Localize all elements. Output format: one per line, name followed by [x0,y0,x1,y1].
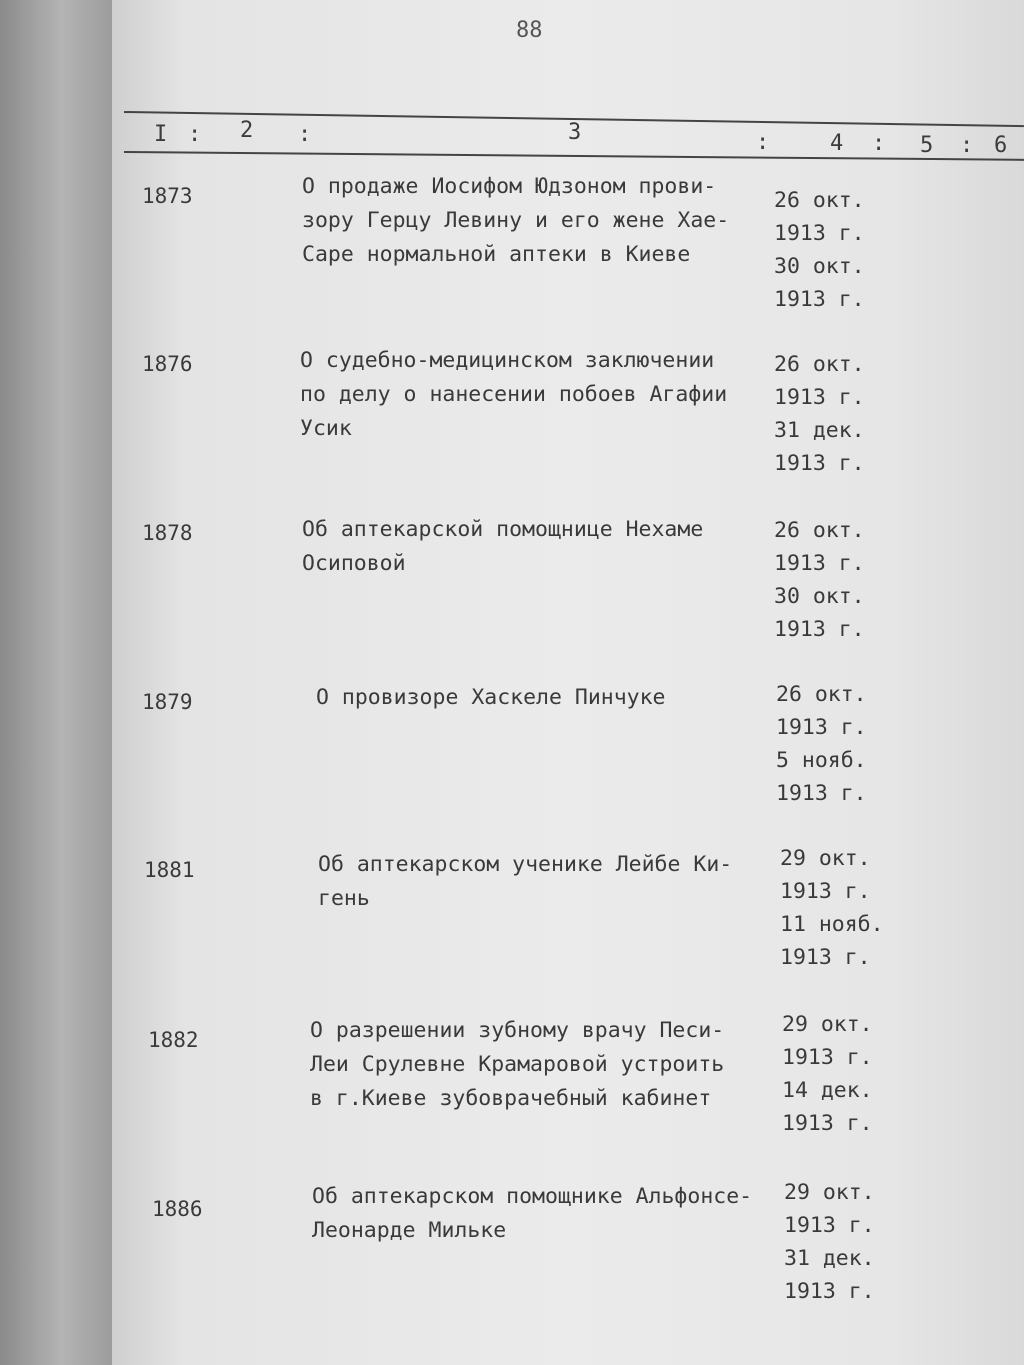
date-line: 1913 г. [782,1111,873,1136]
entry-dates [784,1176,875,1308]
header-col-2: 2 [240,118,254,143]
description-line: Усик [300,416,352,441]
description-line: О продаже Иосифом Юдзоном прови- [302,174,717,199]
entry-number: 1876 [142,352,193,376]
entry-number: 1881 [144,858,195,882]
header-col-4: 4 [830,131,844,156]
date-line: 1913 г. [784,1279,875,1304]
date-line: 14 дек. [782,1078,873,1103]
entry-dates [782,1008,873,1140]
entry-description [302,170,772,272]
date-line: 31 дек. [784,1246,875,1271]
header-sep-1: : [188,122,202,147]
book-gutter [0,0,112,1365]
description-line: О провизоре Хаскеле Пинчуке [316,685,666,710]
description-line: в г.Киеве зубоврачебный кабинет [310,1086,712,1111]
date-line: 30 окт. [774,254,865,279]
document-page [112,0,1024,1365]
date-line: 1913 г. [784,1213,875,1238]
entry-description [316,681,786,715]
date-line: 29 окт. [782,1012,873,1037]
date-line: 1913 г. [782,1045,873,1070]
description-line: Осиповой [302,551,406,576]
entry-number: 1878 [142,521,193,545]
date-line: 5 нояб. [776,748,867,773]
date-line: 11 нояб. [780,912,884,937]
header-col-1: I [154,122,168,147]
description-line: Об аптекарской помощнице Нехаме [302,517,704,542]
entry-description [318,848,788,916]
description-line: Об аптекарском помощнике Альфонсе- [312,1184,753,1209]
description-line: зору Герцу Левину и его жене Хае- [302,208,730,233]
date-line: 1913 г. [774,385,865,410]
description-line: Леонарде Мильке [312,1218,507,1243]
entry-number: 1882 [148,1028,199,1052]
header-sep-2: : [298,122,312,147]
date-line: 29 окт. [780,846,871,871]
entry-description [300,344,770,446]
date-line: 1913 г. [774,221,865,246]
date-line: 26 окт. [774,518,865,543]
header-rule-bottom [124,151,1024,161]
entry-number: 1886 [152,1197,203,1221]
page-number: 88 [516,18,543,43]
entry-description [312,1180,782,1248]
date-line: 26 окт. [774,188,865,213]
date-line: 1913 г. [780,945,871,970]
entry-dates [780,842,884,974]
entry-dates [774,514,865,646]
date-line: 1913 г. [776,715,867,740]
date-line: 1913 г. [774,617,865,642]
entry-dates [774,348,865,480]
header-sep-4: : [872,131,886,156]
date-line: 1913 г. [780,879,871,904]
description-line: по делу о нанесении побоев Агафии [300,382,728,407]
header-col-3: 3 [568,120,582,145]
entry-dates [774,184,865,316]
description-line: О разрешении зубному врачу Песи- [310,1018,725,1043]
date-line: 1913 г. [774,451,865,476]
description-line: гень [318,886,370,911]
date-line: 26 окт. [774,352,865,377]
entry-description [310,1014,780,1116]
header-col-6: 6 [994,133,1008,158]
description-line: Леи Срулевне Крамаровой устроить [310,1052,725,1077]
header-sep-3: : [756,130,770,155]
date-line: 30 окт. [774,584,865,609]
entry-description [302,513,772,581]
header-sep-5: : [960,133,974,158]
entry-dates [776,678,867,810]
date-line: 1913 г. [774,287,865,312]
description-line: О судебно-медицинском заключении [300,348,715,373]
date-line: 26 окт. [776,682,867,707]
date-line: 1913 г. [774,551,865,576]
date-line: 1913 г. [776,781,867,806]
header-col-5: 5 [920,133,934,158]
description-line: Об аптекарском ученике Лейбе Ки- [318,852,733,877]
entry-number: 1873 [142,184,193,208]
entry-number: 1879 [142,690,193,714]
description-line: Саре нормальной аптеки в Киеве [302,242,691,267]
date-line: 31 дек. [774,418,865,443]
date-line: 29 окт. [784,1180,875,1205]
